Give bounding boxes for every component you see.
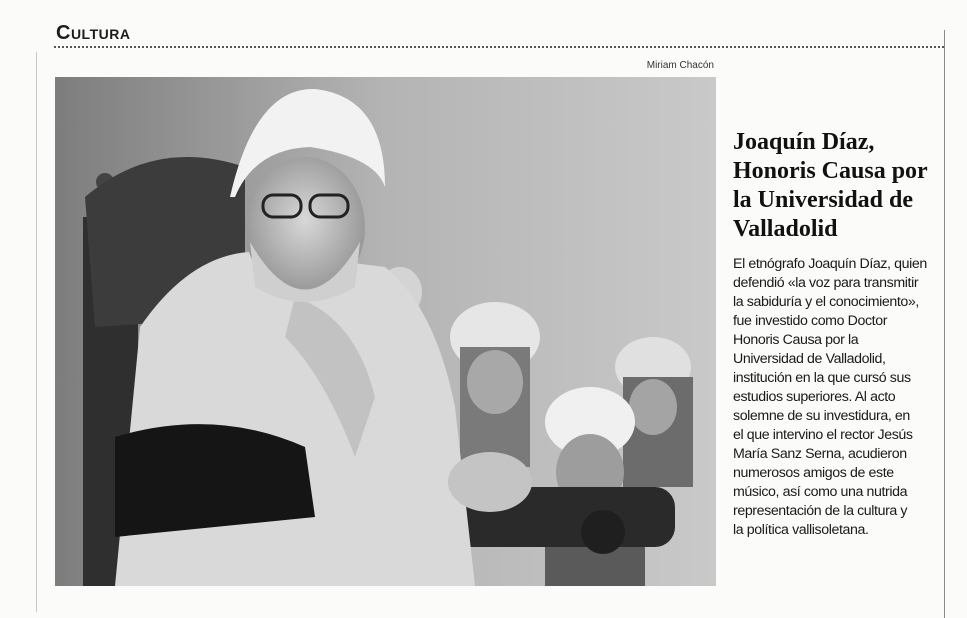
article-body: El etnógrafo Joaquín Díaz, quien defendió «la voz para transmitir la sabiduría y el conocimiento», fue investido como Doctor Honoris Causa por la Universidad de Valladolid, institución en la que cursó sus estudios superiores. Al acto solemne de su investidura, en el que intervino el rector Jesús María Sanz Serna, acudieron numerosos amigos de este músico, así como una nutrida representación de la cultura y la política vallisoletana. [733,256,927,538]
header-divider [54,46,944,48]
article-headline: Joaquín Díaz, Honoris Causa por la Universidad de Valladolid [733,129,928,242]
photo-credit: Miriam Chacón [646,60,714,71]
right-column-rule [944,30,945,618]
section-title: Cultura [56,22,131,44]
article-photo [55,77,716,586]
ceremony-photo-illustration [55,77,716,586]
left-column-rule [36,52,37,612]
